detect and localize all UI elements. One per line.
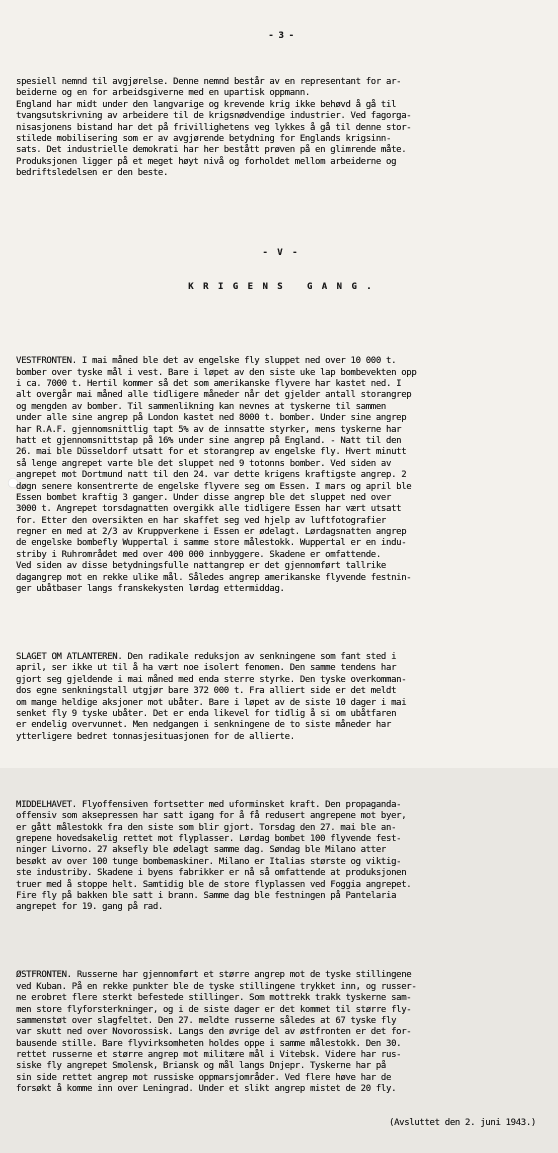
text-line: spesiell nemnd til avgjørelse. Denne nemnd består av en representant for ar- bbox=[16, 77, 402, 88]
text-line: regner en med at 2/3 av Kruppverkene i Essen er ødelagt. Lørdagsnatten angrep bbox=[16, 527, 407, 538]
text-line: dos egne senkningstall utgjør bare 372 000 t. Fra alliert side er det meldt bbox=[16, 686, 397, 697]
text-line: døgn senere konsentrerte de engelske flyvere seg om Essen. I mars og april ble bbox=[16, 481, 412, 492]
text-line: senket fly 9 tyske ubåter. Det er enda likevel for tidlig å si om ubåtfaren bbox=[16, 709, 397, 720]
text-line: 26. mai ble Düsseldorf utsatt for et storangrep av engelske fly. Hvert minutt bbox=[16, 447, 407, 458]
text-line: 3000 t. Angrepet torsdagnatten overgikk alle tidligere Essen har vært utsatt bbox=[16, 504, 402, 515]
text-line: ger ubåtbaser langs franskekysten lørdag ettermiddag. bbox=[16, 584, 285, 595]
text-line: ste industriby. Skadene i byens fabrikker er nå så omfattende at produksjonen bbox=[16, 868, 407, 879]
end-note: (Avsluttet den 2. juni 1943.) bbox=[389, 1118, 536, 1129]
text-line: gjort seg gjeldende i mai måned med enda sterre styrke. Den tyske overkomman- bbox=[16, 674, 407, 685]
text-line: de engelske bombefly Wuppertal i samme store målestokk. Wuppertal er en indu- bbox=[16, 538, 407, 549]
section-title: K R I G E N S G A N G . bbox=[188, 281, 374, 292]
text-line: sammenstøt over slagfeltet. Den 27. meldte russerne således at 67 tyske fly bbox=[16, 1015, 397, 1026]
text-line: er endelig overvunnet. Men nedgangen i senkningene de to siste måneder har bbox=[16, 720, 392, 731]
text-line: ne erobret flere sterkt befestede stillinger. Som mottrekk trakk tyskerne sam- bbox=[16, 993, 412, 1004]
text-line: men store flyforsterkninger, og i de siste dager er det kommet til større fly- bbox=[16, 1004, 412, 1015]
text-line: VESTFRONTEN. I mai måned ble det av engelske fly sluppet ned over 10 000 t. bbox=[16, 356, 397, 367]
text-line: er gått målestokk fra den siste som blir gjort. Torsdag den 27. mai ble an- bbox=[16, 822, 397, 833]
text-line: truer med å stoppe helt. Samtidig ble de store flyplassen ved Foggia angrepet. bbox=[16, 879, 412, 890]
page-number: - 3 - bbox=[268, 30, 294, 41]
text-line: har R.A.F. gjennomsnittlig tapt 5% av de innsatte styrker, mens tyskerne har bbox=[16, 424, 402, 435]
text-line: bomber over tyske mål i vest. Bare i løpet av den siste uke lap bombevekten opp bbox=[16, 367, 417, 378]
text-line: bedriftsledelsen er den beste. bbox=[16, 168, 169, 179]
text-line: nisasjonens bistand har det på frivillighetens veg lykkes å gå til denne stor- bbox=[16, 122, 412, 133]
text-line: april, ser ikke ut til å ha vært noe isolert fenomen. Den samme tendens har bbox=[16, 663, 397, 674]
text-line: forsøkt å komme inn over Leningrad. Under et slikt angrep mistet de 20 fly. bbox=[16, 1084, 397, 1095]
text-line: angrepet mot Dortmund natt til den 24. var dette krigens kraftigste angrep. 2 bbox=[16, 470, 407, 481]
text-line: så lenge angrepet varte ble det sluppet ned 9 totonns bomber. Ved siden av bbox=[16, 458, 392, 469]
text-line: alt overgår mai måned alle tidligere måneder når det gjelder antall storangrep bbox=[16, 390, 412, 401]
text-line: ytterligere bedret tonnasjesituasjonen for de allierte. bbox=[16, 731, 295, 742]
text-line: striby i Ruhrområdet med over 400 000 innbyggere. Skadene er omfattende. bbox=[16, 549, 381, 560]
text-line: tvangsutskrivning av arbeidere til de krigsnødvendige industrier. Ved fagorga- bbox=[16, 111, 412, 122]
text-line: under alle sine angrep på London kastet ned 8000 t. bomber. Under sine angrep bbox=[16, 413, 407, 424]
text-line: i ca. 7000 t. Hertil kommer så det som amerikanske flyvere har kastet ned. I bbox=[16, 379, 402, 390]
paragraph-vestfronten bbox=[16, 356, 546, 595]
text-line: ninger Livorno. 27 aksefly ble ødelagt samme dag. Søndag ble Milano atter bbox=[16, 845, 386, 856]
text-line: ved Kuban. På en rekke punkter ble de tyske stillingene trykket inn, og russer- bbox=[16, 981, 417, 992]
paragraph-ostfronten bbox=[16, 970, 546, 1095]
text-line: dagangrep mot en rekke ulike mål. Således angrep amerikanske flyvende festnin- bbox=[16, 572, 412, 583]
text-line: beiderne og en for arbeidsgiverne med en upartisk oppmann. bbox=[16, 88, 310, 99]
text-line: siske fly angrepet Smolensk, Briansk og mål langs Dnjepr. Tyskerne har på bbox=[16, 1061, 386, 1072]
text-line: var skutt ned over Novorossisk. Langs den øvrige del av østfronten er det for- bbox=[16, 1027, 412, 1038]
section-number: - V - bbox=[262, 247, 300, 258]
text-line: Essen bombet kraftig 3 ganger. Under disse angrep ble det sluppet ned over bbox=[16, 492, 392, 503]
text-line: om mange heldige aksjoner mot ubåter. Bare i løpet av de siste 10 dager i mai bbox=[16, 697, 407, 708]
text-line: MIDDELHAVET. Flyoffensiven fortsetter med uforminsket kraft. Den propaganda- bbox=[16, 799, 402, 810]
text-line: angrepet for 19. gang på rad. bbox=[16, 902, 163, 913]
text-line: bausende stille. Bare flyvirksomheten holdes oppe i samme målestokk. Den 30. bbox=[16, 1038, 402, 1049]
paragraph-atlanteren bbox=[16, 652, 546, 743]
text-line: sats. Det industrielle demokrati har her bestått prøven på en glimrende måte. bbox=[16, 145, 407, 156]
document-body bbox=[16, 8, 546, 1153]
text-line: hatt et gjennomsnittstap på 16% under sine angrep på England. - Natt til den bbox=[16, 435, 402, 446]
text-line: besøkt av over 100 tunge bombemaskiner. Milano er Italias største og viktig- bbox=[16, 856, 402, 867]
text-line: for. Etter den oversikten en har skaffet seg ved hjelp av luftfotografier bbox=[16, 515, 386, 526]
text-line: ØSTFRONTEN. Russerne har gjennomført et større angrep mot de tyske stillingene bbox=[16, 970, 412, 981]
paragraph-intro bbox=[16, 77, 546, 180]
text-line: og mengden av bomber. Til sammenlikning kan nevnes at tyskerne til sammen bbox=[16, 401, 386, 412]
text-line: grepene hovedsakelig rettet mot flyplasser. Lørdag bombet 100 flyvende fest- bbox=[16, 833, 402, 844]
text-line: Produksjonen ligger på et meget høyt nivå og forholdet mellom arbeiderne og bbox=[16, 156, 397, 167]
text-line: stilede mobilisering som er av avgjørende betydning for Englands krigsinn- bbox=[16, 133, 392, 144]
text-line: sin side rettet angrep mot russiske oppmarsjområder. Ved flere høve har de bbox=[16, 1072, 392, 1083]
text-line: England har midt under den langvarige og krevende krig ikke behøvd å gå til bbox=[16, 99, 397, 110]
text-line: Fire fly på bakken ble satt i brann. Samme dag ble festningen på Pantelaria bbox=[16, 890, 397, 901]
text-line: rettet russerne et større angrep mot militære mål i Vitebsk. Videre har rus- bbox=[16, 1050, 402, 1061]
text-line: offensiv som aksepressen har satt igang for å få redusert angrepene mot byer, bbox=[16, 811, 407, 822]
paragraph-middelhavet bbox=[16, 800, 546, 914]
text-line: SLAGET OM ATLANTEREN. Den radikale reduksjon av senkningene som fant sted i bbox=[16, 652, 397, 663]
text-line: Ved siden av disse betydningsfulle nattangrep er det gjennomført tallrike bbox=[16, 561, 386, 572]
